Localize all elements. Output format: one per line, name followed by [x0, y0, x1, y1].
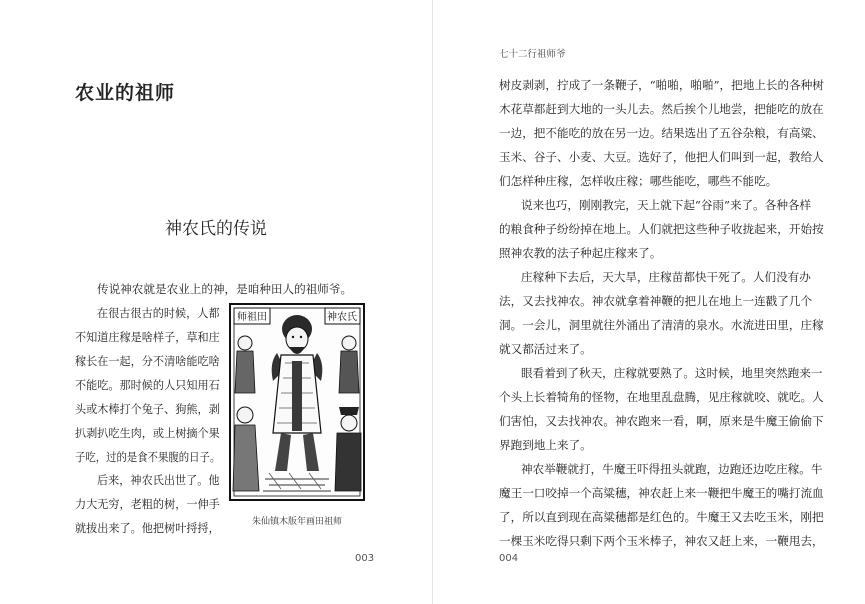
- paragraph-line: 一棵玉米吃得只剩下两个玉米棒子，神农又赶上来，一鞭甩去，: [499, 534, 824, 548]
- paragraph-line: 扒剥扒吃生肉，或上树摘个果: [75, 426, 220, 440]
- paragraph-line: 不知道庄稼是啥样子，草和庄: [75, 330, 220, 344]
- paragraph-line: 们害怕，又去找神农。神农跑来一看，啊，原来是牛魔王偷偷下: [499, 414, 824, 428]
- figure-caption: 朱仙镇木版年画田祖师: [251, 517, 342, 527]
- paragraph-line: 木花草都赶到大地的一头儿去。然后挨个儿地尝，把能吃的放在: [499, 102, 824, 116]
- paragraph-line: 稼长在一起，分不清啥能吃啥: [75, 354, 220, 368]
- paragraph-line: 就又都活过来了。: [499, 342, 592, 356]
- paragraph-line: 的粮食种子纷纷掉在地上。人们就把这些种子收拢起来，开始按: [499, 222, 824, 236]
- paragraph-line: 们怎样种庄稼，怎样收庄稼；哪些能吃，哪些不能吃。: [499, 174, 778, 188]
- paragraph-line: 界跑到地上来了。: [499, 438, 592, 452]
- paragraph-line: 后来，神农氏出世了。他: [97, 473, 220, 487]
- paragraph-line: 就拔出来了。他把树叶捋捋，: [75, 521, 220, 535]
- paragraph-line: 一边，把不能吃的放在另一边。结果选出了五谷杂粮，有高粱、: [499, 126, 824, 140]
- paragraph-line: 树皮剥剥，拧成了一条鞭子，“啪啪，啪啪”，把地上长的各种树: [499, 78, 824, 92]
- woodblock-print-illustration: [229, 303, 365, 501]
- page-number: 004: [499, 553, 519, 564]
- paragraph-line: 在很古很古的时候，人都: [97, 306, 220, 320]
- paragraph-line: 神农举鞭就打，牛魔王吓得扭头就跑，边跑还边吃庄稼。牛: [521, 462, 823, 476]
- paragraph-line: 了，所以直到现在高粱穗都是红色的。牛魔王又去吃玉米，刚把: [499, 510, 824, 524]
- paragraph-line: 子吃，过的是食不果腹的日子。: [75, 450, 221, 464]
- paragraph-line: 眼看着到了秋天，庄稼就要熟了。这时候，地里突然跑来一: [521, 366, 823, 380]
- paragraph-line: 力大无穷，老粗的树，一伸手: [75, 497, 220, 511]
- paragraph-line: 传说神农就是农业上的神，是咱种田人的祖师爷。: [97, 282, 353, 296]
- page-number: 003: [355, 553, 375, 564]
- paragraph-line: 洞。一会儿，洞里就往外涌出了清清的泉水。水流进田里，庄稼: [499, 318, 824, 332]
- paragraph-line: 玉米、谷子、小麦、大豆。选好了，他把人们叫到一起，教给人: [499, 150, 824, 164]
- woodblock-print-figure: [229, 303, 365, 501]
- section-title: 神农氏的传说: [165, 219, 267, 239]
- paragraph-line: 照神农教的法子种起庄稼来了。: [499, 246, 662, 260]
- paragraph-line: 法，又去找神农。神农就拿着神鞭的把儿在地上一连戳了几个: [499, 294, 813, 308]
- right-page: [433, 0, 865, 604]
- paragraph-line: 庄稼种下去后，天大旱，庄稼苗都快干死了。人们没有办: [521, 270, 811, 284]
- figure-left-label: 师祖田: [237, 312, 267, 323]
- paragraph-line: 头或木棒打个兔子、狗熊，剥: [75, 402, 220, 416]
- figure-right-label: 神农氏: [327, 312, 357, 323]
- running-head: 七十二行祖师爷: [499, 49, 566, 60]
- paragraph-line: 个头上长着犄角的怪物，在地里乱盘腾，见庄稼就咬、就吃。人: [499, 390, 824, 404]
- paragraph-line: 说来也巧，刚刚教完，天上就下起“谷雨”来了。各种各样: [521, 198, 812, 212]
- paragraph-line: 不能吃。那时候的人只知用石: [75, 378, 220, 392]
- chapter-title: 农业的祖师: [75, 82, 176, 104]
- paragraph-line: 魔王一口咬掉一个高粱穗，神农赶上来一鞭把牛魔王的嘴打流血: [499, 486, 824, 500]
